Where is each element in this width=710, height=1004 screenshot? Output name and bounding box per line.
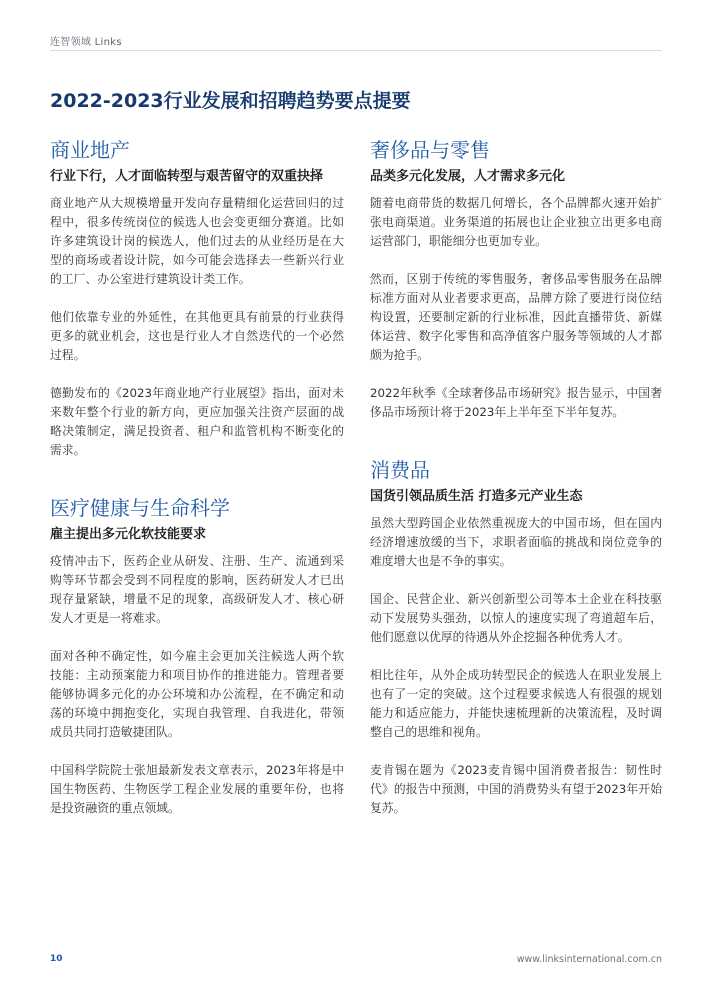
section-heading: 奢侈品与零售 [370,138,490,162]
paragraph: 然而，区别于传统的零售服务，奢侈品零售服务在品牌标准方面对从业者要求更高，品牌方除了要进行岗位结构设置，还要制定新的行业标准，因此直播带货、新媒体运营、数字化零售和高净值客户服务等领域的人才都颇为抢手。 [370,272,662,362]
header-divider [50,50,662,51]
right-column [370,136,662,852]
page-number: 10 [50,954,63,964]
paragraph: 随着电商带货的数据几何增长，各个品牌都火速开始扩张电商渠道。业务渠道的拓展也让企业独立出更多电商运营部门，职能细分也更加专业。 [370,196,662,248]
section-heading: 医疗健康与生命科学 [50,496,230,520]
paragraph: 德勤发布的《2023年商业地产行业展望》指出，面对未来数年整个行业的新方向，更应加强关注资产层面的战略决策制定，满足投资者、租户和监管机构不断变化的需求。 [50,386,344,457]
paragraph: 商业地产从大规模增量开发向存量精细化运营回归的过程中，很多传统岗位的候选人也会变更细分赛道。比如许多建筑设计岗的候选人，他们过去的从业经历是在大型的商场或者设计院，如今可能会选择去一些新兴行业的工厂、办公室进行建筑设计类工作。 [50,196,344,286]
section-subheading: 雇主提出多元化软技能要求 [50,527,207,542]
section-heading: 商业地产 [50,138,130,162]
section-subheading: 品类多元化发展，人才需求多元化 [370,169,566,184]
paragraph: 麦肯锡在题为《2023麦肯锡中国消费者报告：韧性时代》的报告中预测，中国的消费势头有望于2023年开始复苏。 [370,763,662,815]
paragraph: 相比往年，从外企成功转型民企的候选人在职业发展上也有了一定的突破。这个过程要求候选人有很强的规划能力和适应能力，并能快速梳理新的决策流程，及时调整自己的思维和视角。 [370,668,662,739]
paragraph: 他们依靠专业的外延性，在其他更具有前景的行业获得更多的就业机会，这也是行业人才自然迭代的一个必然过程。 [50,310,344,362]
footer-url[interactable]: www.linksinternational.com.cn [516,954,662,965]
paragraph: 国企、民营企业、新兴创新型公司等本土企业在科技驱动下发展势头强劲，以惊人的速度实现了弯道超车后，他们愿意以优厚的待遇从外企挖掘各种优秀人才。 [370,592,662,644]
paragraph: 疫情冲击下，医药企业从研发、注册、生产、流通到采购等环节都会受到不同程度的影响，医药研发人才已出现存量紧缺，增量不足的现象，高级研发人才、核心研发人才更是一将难求。 [50,554,344,625]
section-healthcare-life-sciences [50,494,344,818]
paragraph: 2022年秋季《全球奢侈品市场研究》报告显示，中国奢侈品市场预计将于2023年上半年至下半年复苏。 [370,386,662,419]
paragraph: 虽然大型跨国企业依然重视庞大的中国市场，但在国内经济增速放缓的当下，求职者面临的挑战和岗位竞争的难度增大也是不争的事实。 [370,516,662,568]
paragraph: 中国科学院院士张旭最新发表文章表示，2023年将是中国生物医药、生物医学工程企业发展的重要年份，也将是投资融资的重点领域。 [50,763,344,815]
paragraph: 面对各种不确定性，如今雇主会更加关注候选人两个软技能：主动预案能力和项目协作的推进能力。管理者要能够协调多元化的办公环境和办公流程，在不确定和动荡的环境中拥抱变化，实现自我管理、自我进化，带领成员共同打造敏捷团队。 [50,649,344,739]
section-commercial-real-estate [50,136,344,460]
header-brand: 连智领域 Links [50,37,122,48]
section-consumer-goods [370,456,662,818]
page-title: 2022-2023行业发展和招聘趋势要点提要 [50,90,411,112]
section-heading: 消费品 [370,458,430,482]
section-subheading: 国货引领品质生活 打造多元产业生态 [370,489,583,504]
section-luxury-retail [370,136,662,422]
section-subheading: 行业下行，人才面临转型与艰苦留守的双重抉择 [50,169,324,184]
left-column [50,136,344,852]
